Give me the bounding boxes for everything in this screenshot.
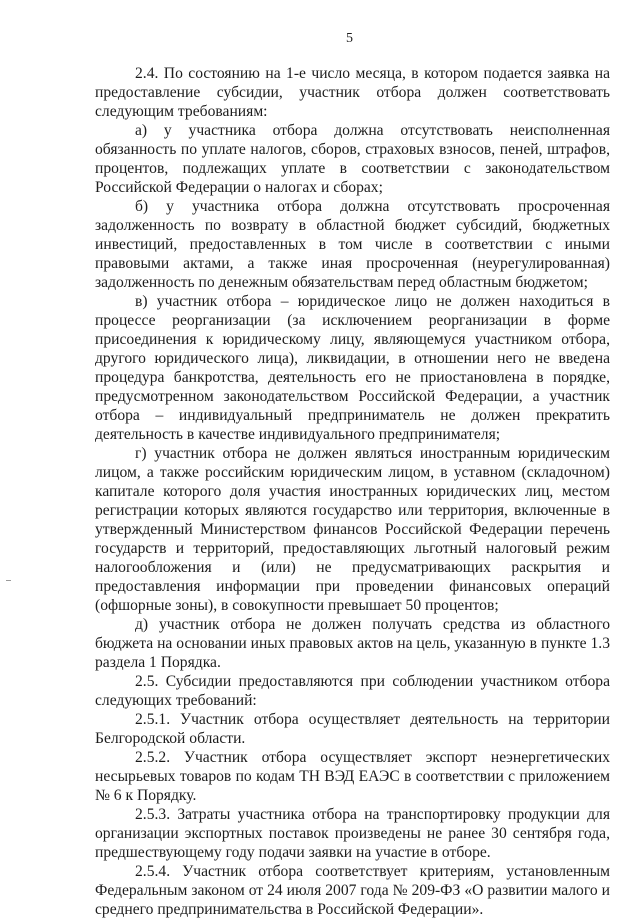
paragraph-2-4-d: д) участник отбора не должен получать средства из областного бюджета на основании иных правовых актов на цель, указанную в пункте 1.3 раздела 1 Порядка. <box>95 616 610 671</box>
paragraph-2-5-1: 2.5.1. Участник отбора осуществляет деятельность на территории Белгородской области. <box>95 711 610 747</box>
page-number: 5 <box>346 31 353 46</box>
paragraph-2-4-a: а) у участника отбора должна отсутствовать неисполненная обязанность по уплате налогов, сборов, страховых взносов, пеней, штрафов, процентов, подлежащих уплате в соответствии с законодательством Российской Федерации о налогах и сборах; <box>95 122 610 196</box>
scan-margin-mark <box>6 580 11 581</box>
paragraph-2-4-b: б) у участника отбора должна отсутствовать просроченная задолженность по возврату в областной бюджет субсидий, бюджетных инвестиций, предоставленных в том числе в соответствии с иными правовыми актами, а также иная просроченная (неурегулированная) задолженность по денежным обязательствам перед областным бюджетом; <box>95 198 610 291</box>
paragraph-2-4-v: в) участник отбора – юридическое лицо не должен находиться в процессе реорганизации (за исключением реорганизации в форме присоединения к юридическому лицу, являющемуся участником отбора, другого юридического лица), ликвидации, в отношении него не введена процедура банкротства, деятельность его не приостановлена в порядке, предусмотренном законодательством Российской Федерации, а участник отбора – индивидуальный предприниматель не должен прекратить деятельность в качестве индивидуального предпринимателя; <box>95 293 610 443</box>
paragraph-2-5-3: 2.5.3. Затраты участника отбора на транспортировку продукции для организации экспортных поставок произведены не ранее 30 сентября года, предшествующему году подачи заявки на участие в отборе. <box>95 806 610 861</box>
paragraph-2-5: 2.5. Субсидии предоставляются при соблюдении участником отбора следующих требований: <box>95 673 610 709</box>
paragraph-2-4: 2.4. По состоянию на 1-е число месяца, в котором подается заявка на предоставление субсидии, участник отбора должен соответствовать следующим требованиям: <box>95 65 610 120</box>
paragraph-2-5-4: 2.5.4. Участник отбора соответствует критериям, установленным Федеральным законом от 24 июля 2007 года № 209-ФЗ «О развитии малого и среднего предпринимательства в Российской Федерации». <box>95 863 610 918</box>
paragraph-2-5-2: 2.5.2. Участник отбора осуществляет экспорт неэнергетических несырьевых товаров по кодам ТН ВЭД ЕАЭС в соответствии с приложением № 6 к Порядку. <box>95 749 610 804</box>
paragraph-2-4-g: г) участник отбора не должен являться иностранным юридическим лицом, а также российским юридическим лицом, в уставном (складочном) капитале которого доля участия иностранных юридических лиц, местом регистрации которых являются государство или территория, включенные в утвержденный Министерством финансов Российской Федерации перечень государств и территорий, предоставляющих льготный налоговый режим налогообложения и (или) не предусматривающих раскрытия и предоставления информации при проведении финансовых операций (офшорные зоны), в совокупности превышает 50 процентов; <box>95 445 610 614</box>
